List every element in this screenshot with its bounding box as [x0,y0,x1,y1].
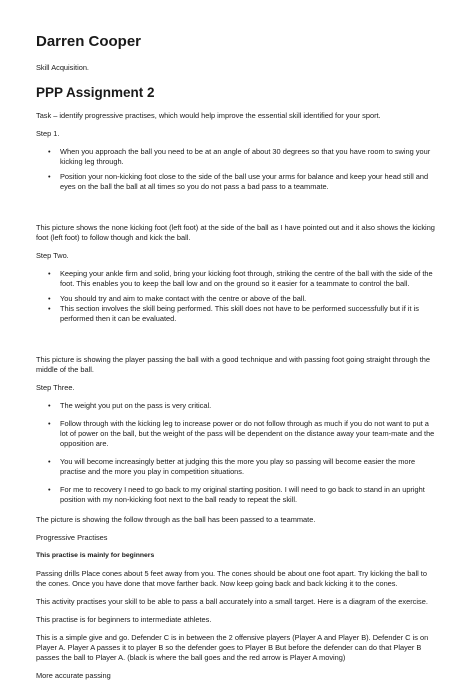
step3-label: Step Three. [36,383,75,392]
give-and-go-text: This is a simple give and go. Defender C is in between the 2 offensive players (Player A and Player B). Defender C is on Player A. Player A passes it to player B so the defender goes to Player B But before the defender can do that Player B passes the ball to Player A. (black is where the ball goes and the red arrow is Player A moving) [36,633,429,662]
image-placeholder [36,192,438,223]
author-name: Darren Cooper [36,33,142,50]
list-item: • You will become increasingly better at judging this the more you play so passing will become easier the more practise and the more you play in competition situations. [60,457,438,477]
level-text: This practise is for beginners to intermediate athletes. [36,615,212,624]
image-placeholder [36,324,438,355]
step2-list [36,269,438,324]
step3-caption: The picture is showing the follow through as the ball has been passed to a teammate. [36,515,316,524]
drills-text: Passing drills Place cones about 5 feet away from you. The cones should be about one foot apart. Try kicking the ball to the cones. Once you have done that move farther back. Now keep going back and back kicking it to the cones. [36,569,427,588]
list-item: • Position your non-kicking foot close to the side of the ball use your arms for balance and keep your head still and eyes on the ball the ball at all times so you do not pass a bad pass to a teammate. [60,172,438,192]
step3-list [36,401,438,505]
step2-caption: This picture is showing the player passing the ball with a good technique and with passing foot going straight through the middle of the ball. [36,355,431,374]
more-accurate-text: More accurate passing [36,671,111,680]
step1-label: Step 1. [36,129,60,138]
list-item: • Keeping your ankle firm and solid, bring your kicking foot through, striking the centre of the ball with the side of the foot. This enables you to keep the ball low and on the ground so it easier for a teammate to control the ball. [60,269,438,289]
list-item: • This section involves the skill being performed. This skill does not have to be performed successfully but if it is performed then it can be evaluated. [60,304,438,324]
step1-caption: This picture shows the none kicking foot (left foot) at the side of the ball as I have pointed out and it also shows the kicking foot (left foot) to follow though and kick the ball. [36,223,435,242]
activity-text: This activity practises your skill to be able to pass a ball accurately into a small target. Here is a diagram of the exercise. [36,597,428,606]
list-item: • Follow through with the kicking leg to increase power or do not follow through as much if you do not want to put a lot of power on the ball, but the weight of the pass will be dependent on the distance away your team-mate and the opposition are. [60,419,438,449]
task-text: Task – identify progressive practises, which would help improve the essential skill identified for your sport. [36,111,381,120]
list-item: • When you approach the ball you need to be at an angle of about 30 degrees so that you have room to swing your kicking leg through. [60,147,438,167]
progressive-heading: Progressive Practises [36,533,108,542]
subtitle: Skill Acquisition. [36,63,89,72]
list-item: • The weight you put on the pass is very critical. [60,401,438,411]
beginners-heading: This practise is mainly for beginners [36,552,155,559]
list-item: • You should try and aim to make contact with the centre or above of the ball. [60,294,438,304]
list-item: • For me to recovery I need to go back to my original starting position. I will need to go back to stand in an upright position with my non-kicking foot next to the ball ready to repeat the skill. [60,485,438,505]
step2-label: Step Two. [36,251,69,260]
step1-list [36,147,438,192]
assignment-title: PPP Assignment 2 [36,85,155,100]
